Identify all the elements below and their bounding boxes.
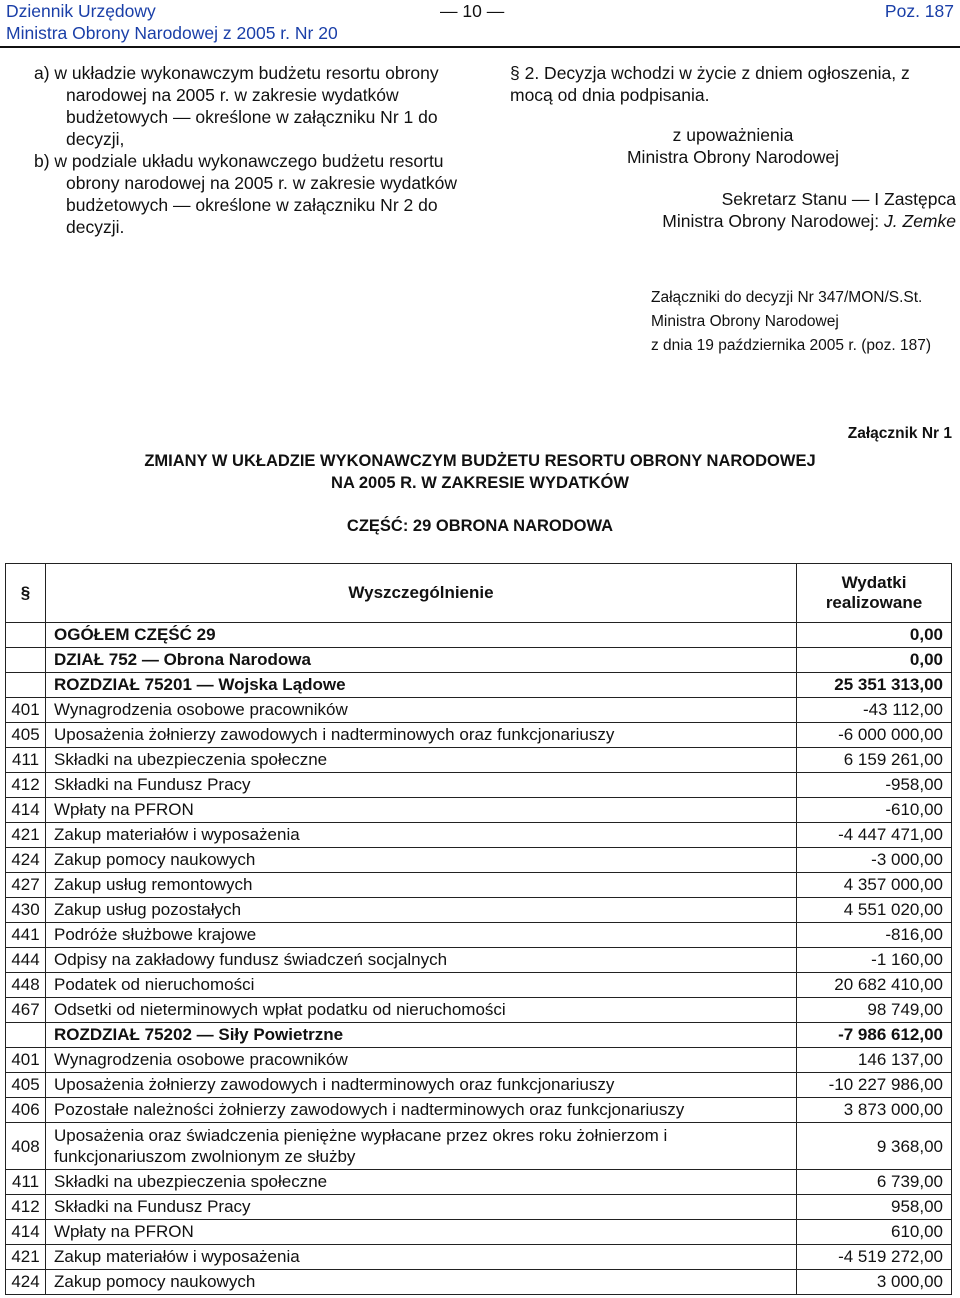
table-row bbox=[6, 1195, 952, 1220]
cell-val: 3 873 000,00 bbox=[797, 1098, 952, 1123]
cell-val: 0,00 bbox=[797, 623, 952, 648]
right-column bbox=[510, 62, 956, 232]
annex-number: Załącznik Nr 1 bbox=[847, 425, 952, 442]
cell-code: 448 bbox=[6, 973, 46, 998]
signature-line-3: Sekretarz Stanu — I Zastępca bbox=[721, 189, 956, 209]
cell-desc: Zakup materiałów i wyposażenia bbox=[46, 823, 797, 848]
header-description: Wyszczególnienie bbox=[46, 564, 797, 623]
cell-code: 424 bbox=[6, 1270, 46, 1295]
table-row bbox=[6, 648, 952, 673]
table-row bbox=[6, 1170, 952, 1195]
signature-name: J. Zemke bbox=[884, 211, 956, 231]
cell-code: 444 bbox=[6, 948, 46, 973]
cell-val: 98 749,00 bbox=[797, 998, 952, 1023]
cell-desc: Podróże służbowe krajowe bbox=[46, 923, 797, 948]
cell-code: 401 bbox=[6, 1048, 46, 1073]
cell-val: 146 137,00 bbox=[797, 1048, 952, 1073]
document-title bbox=[0, 450, 960, 494]
annex-ref-line-2: Ministra Obrony Narodowej bbox=[651, 313, 839, 330]
cell-code: 414 bbox=[6, 798, 46, 823]
table-row bbox=[6, 848, 952, 873]
cell-desc: Wpłaty na PFRON bbox=[46, 1220, 797, 1245]
cell-desc: DZIAŁ 752 — Obrona Narodowa bbox=[46, 648, 797, 673]
cell-desc: Podatek od nieruchomości bbox=[46, 973, 797, 998]
cell-val: -10 227 986,00 bbox=[797, 1073, 952, 1098]
cell-desc: Składki na ubezpieczenia społeczne bbox=[46, 748, 797, 773]
cell-val: 6 739,00 bbox=[797, 1170, 952, 1195]
cell-desc: Zakup pomocy naukowych bbox=[46, 848, 797, 873]
signature-line-1: z upoważnienia bbox=[672, 125, 794, 145]
header-value: Wydatki realizowane bbox=[797, 564, 952, 623]
cell-val: 610,00 bbox=[797, 1220, 952, 1245]
cell-val: -6 000 000,00 bbox=[797, 723, 952, 748]
cell-code: 411 bbox=[6, 748, 46, 773]
cell-desc: Zakup usług pozostałych bbox=[46, 898, 797, 923]
cell-code: 405 bbox=[6, 1073, 46, 1098]
cell-val: -958,00 bbox=[797, 773, 952, 798]
cell-code bbox=[6, 648, 46, 673]
table-row bbox=[6, 898, 952, 923]
cell-val: 9 368,00 bbox=[797, 1123, 952, 1170]
annex-ref-line-1: Załączniki do decyzji Nr 347/MON/S.St. bbox=[651, 289, 923, 306]
cell-val: 20 682 410,00 bbox=[797, 973, 952, 998]
cell-code bbox=[6, 673, 46, 698]
header-left bbox=[6, 0, 338, 44]
title-line-2: NA 2005 R. W ZAKRESIE WYDATKÓW bbox=[331, 474, 629, 492]
table-row bbox=[6, 1073, 952, 1098]
table-row bbox=[6, 1098, 952, 1123]
cell-desc: Składki na Fundusz Pracy bbox=[46, 773, 797, 798]
cell-val: -7 986 612,00 bbox=[797, 1023, 952, 1048]
table-row bbox=[6, 1023, 952, 1048]
cell-val: -4 447 471,00 bbox=[797, 823, 952, 848]
cell-code: 411 bbox=[6, 1170, 46, 1195]
cell-code: 412 bbox=[6, 773, 46, 798]
cell-val: 0,00 bbox=[797, 648, 952, 673]
cell-val: -610,00 bbox=[797, 798, 952, 823]
cell-val: 4 357 000,00 bbox=[797, 873, 952, 898]
document-subtitle: CZĘŚĆ: 29 OBRONA NARODOWA bbox=[346, 517, 614, 535]
budget-table bbox=[5, 563, 952, 1295]
cell-code: 427 bbox=[6, 873, 46, 898]
header-divider bbox=[0, 46, 960, 48]
cell-desc: Uposażenia żołnierzy zawodowych i nadterminowych oraz funkcjonariuszy bbox=[46, 723, 797, 748]
cell-code: 406 bbox=[6, 1098, 46, 1123]
cell-val: -816,00 bbox=[797, 923, 952, 948]
position-number: Poz. 187 bbox=[884, 1, 954, 21]
cell-val: 25 351 313,00 bbox=[797, 673, 952, 698]
table-row bbox=[6, 773, 952, 798]
cell-desc: Składki na Fundusz Pracy bbox=[46, 1195, 797, 1220]
table-row bbox=[6, 723, 952, 748]
cell-code: 421 bbox=[6, 823, 46, 848]
cell-desc: Wynagrodzenia osobowe pracowników bbox=[46, 1048, 797, 1073]
cell-desc: Uposażenia oraz świadczenia pieniężne wypłacane przez okres roku żołnierzom i funkcjonariuszom zwolnionym ze służby bbox=[46, 1123, 797, 1170]
table-row bbox=[6, 998, 952, 1023]
title-line-1: ZMIANY W UKŁADZIE WYKONAWCZYM BUDŻETU RESORTU OBRONY NARODOWEJ bbox=[144, 452, 816, 470]
cell-code bbox=[6, 623, 46, 648]
cell-val: -3 000,00 bbox=[797, 848, 952, 873]
table-row bbox=[6, 698, 952, 723]
table-row bbox=[6, 748, 952, 773]
cell-desc: ROZDZIAŁ 75201 — Wojska Lądowe bbox=[46, 673, 797, 698]
table-body bbox=[6, 623, 952, 1295]
cell-val: 4 551 020,00 bbox=[797, 898, 952, 923]
journal-name: Dziennik Urzędowy bbox=[6, 1, 156, 21]
table-row bbox=[6, 923, 952, 948]
cell-desc: OGÓŁEM CZĘŚĆ 29 bbox=[46, 623, 797, 648]
item-b: b) w podziale układu wykonawczego budżetu resortu obrony narodowej na 2005 r. w zakresie wydatków budżetowych — określone w załączniku Nr 2 do decyzji. bbox=[34, 151, 458, 237]
table-row bbox=[6, 973, 952, 998]
paragraph-2: § 2. Decyzja wchodzi w życie z dniem ogłoszenia, z mocą od dnia podpisania. bbox=[510, 63, 910, 105]
cell-code: 408 bbox=[6, 1123, 46, 1170]
table-row bbox=[6, 623, 952, 648]
cell-code: 412 bbox=[6, 1195, 46, 1220]
cell-val: -1 160,00 bbox=[797, 948, 952, 973]
cell-desc: ROZDZIAŁ 75202 — Siły Powietrzne bbox=[46, 1023, 797, 1048]
cell-val: 958,00 bbox=[797, 1195, 952, 1220]
cell-code: 430 bbox=[6, 898, 46, 923]
table-row bbox=[6, 1220, 952, 1245]
cell-desc: Składki na ubezpieczenia społeczne bbox=[46, 1170, 797, 1195]
table-row bbox=[6, 873, 952, 898]
cell-desc: Odsetki od nieterminowych wpłat podatku od nieruchomości bbox=[46, 998, 797, 1023]
page-number: — 10 — bbox=[440, 1, 505, 21]
cell-val: -43 112,00 bbox=[797, 698, 952, 723]
cell-desc: Wpłaty na PFRON bbox=[46, 798, 797, 823]
table-header-row bbox=[6, 564, 952, 623]
signature-line-4 bbox=[510, 210, 956, 232]
left-column bbox=[34, 62, 466, 238]
cell-code: 405 bbox=[6, 723, 46, 748]
cell-desc: Zakup pomocy naukowych bbox=[46, 1270, 797, 1295]
cell-code: 421 bbox=[6, 1245, 46, 1270]
table-row bbox=[6, 948, 952, 973]
header-code: § bbox=[6, 564, 46, 623]
table-row bbox=[6, 798, 952, 823]
signature-prefix: Ministra Obrony Narodowej: bbox=[662, 211, 885, 231]
cell-val: 6 159 261,00 bbox=[797, 748, 952, 773]
cell-code: 401 bbox=[6, 698, 46, 723]
table-row bbox=[6, 1270, 952, 1295]
cell-code: 441 bbox=[6, 923, 46, 948]
table-row bbox=[6, 1048, 952, 1073]
cell-desc: Uposażenia żołnierzy zawodowych i nadterminowych oraz funkcjonariuszy bbox=[46, 1073, 797, 1098]
signature-secretary bbox=[510, 188, 956, 232]
ministry-issue: Ministra Obrony Narodowej z 2005 r. Nr 20 bbox=[6, 23, 338, 43]
table-row bbox=[6, 673, 952, 698]
cell-code: 467 bbox=[6, 998, 46, 1023]
signature-block bbox=[510, 124, 956, 232]
cell-desc: Wynagrodzenia osobowe pracowników bbox=[46, 698, 797, 723]
table-row bbox=[6, 1123, 952, 1170]
annex-reference bbox=[651, 286, 931, 358]
cell-desc: Zakup materiałów i wyposażenia bbox=[46, 1245, 797, 1270]
cell-code bbox=[6, 1023, 46, 1048]
item-a: a) w układzie wykonawczym budżetu resortu obrony narodowej na 2005 r. w zakresie wydatków budżetowych — określone w załączniku Nr 1 do decyzji, bbox=[34, 63, 439, 149]
cell-desc: Odpisy na zakładowy fundusz świadczeń socjalnych bbox=[46, 948, 797, 973]
cell-desc: Zakup usług remontowych bbox=[46, 873, 797, 898]
signature-line-2: Ministra Obrony Narodowej bbox=[626, 147, 840, 167]
annex-ref-line-3: z dnia 19 października 2005 r. (poz. 187) bbox=[651, 337, 932, 354]
cell-code: 424 bbox=[6, 848, 46, 873]
cell-val: -4 519 272,00 bbox=[797, 1245, 952, 1270]
cell-code: 414 bbox=[6, 1220, 46, 1245]
table-row bbox=[6, 1245, 952, 1270]
table-row bbox=[6, 823, 952, 848]
cell-val: 3 000,00 bbox=[797, 1270, 952, 1295]
cell-desc: Pozostałe należności żołnierzy zawodowych i nadterminowych oraz funkcjonariuszy bbox=[46, 1098, 797, 1123]
